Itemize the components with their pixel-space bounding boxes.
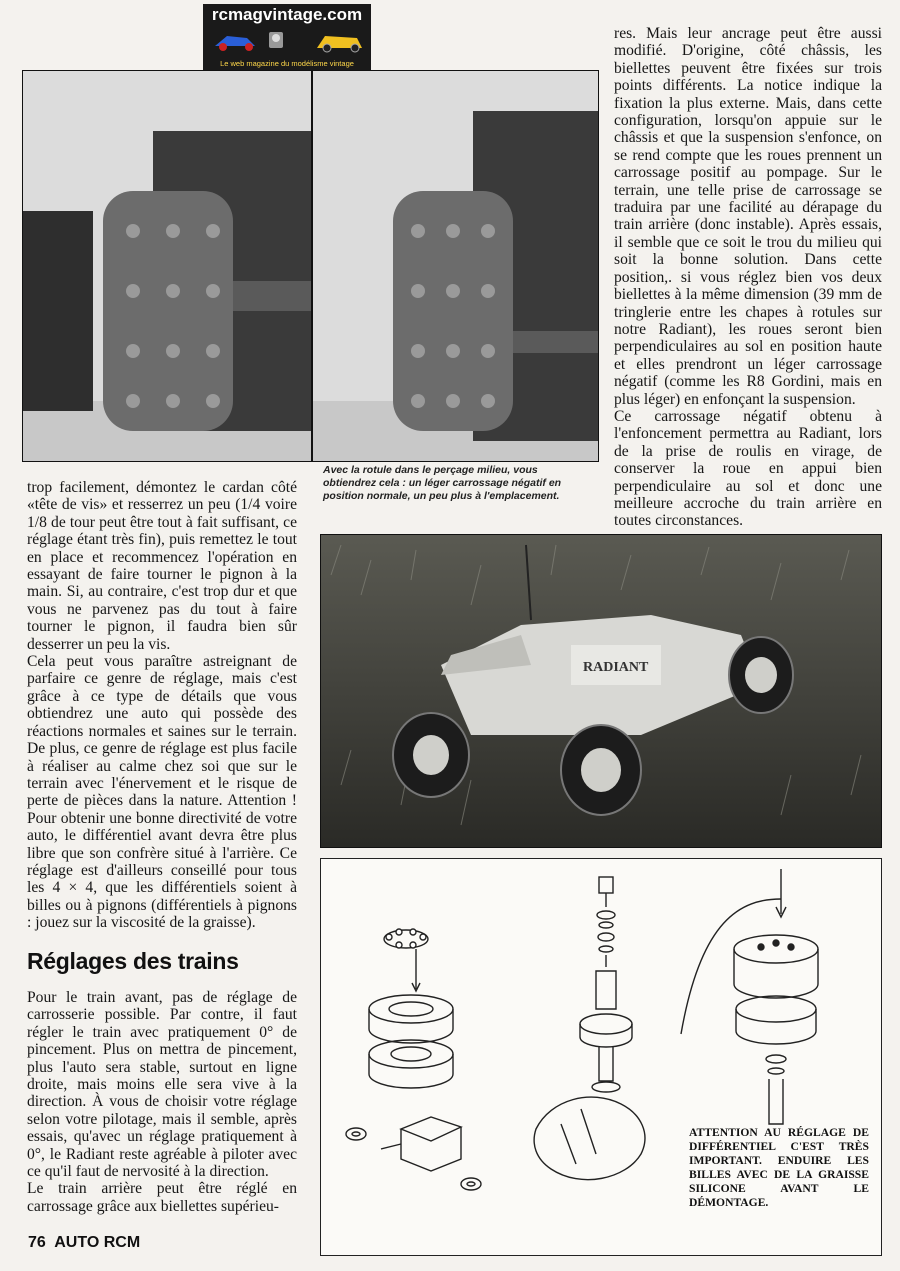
diagram-note: ATTENTION AU RÉGLAGE DE DIFFÉRENTIEL C'EST TRÈS IMPORTANT. ENDUIRE LES BILLES AVEC DE LA GRAISSE SILICONE AVANT LE DÉMONTAGE. xyxy=(689,1126,869,1209)
logo-subtitle: Le web magazine du modélisme vintage xyxy=(220,59,354,68)
page-number: 76 xyxy=(28,1234,46,1251)
car-brand-label: RADIANT xyxy=(583,660,649,675)
paragraph: Le train arrière peut être réglé en carrossage grâce aux biellettes supérieu- xyxy=(27,1180,297,1215)
wheel-photo-right-image xyxy=(313,71,598,461)
paragraph: Cela peut vous paraître astreignant de parfaire ce genre de réglage, mais c'est grâce à ce type de détails que vous obtiendrez une auto qui possède des réactions normales et saines sur le terrain. De plus, ce genre de réglage est plus facile à réaliser au calme chez soi que sur le terrain avec l'énervement et le risque de perte de pièces dans la nature. Attention ! Pour obtenir une bonne directivité de votre auto, le différentiel avant devra être plus libre que son confrère situé à l'arrière. Ce réglage est d'ailleurs conseillé pour tous les 4 × 4, que les différentiels soient à billes ou à pignons (différentiels à pignons : jouez sur la viscosité de la graisse). xyxy=(27,653,297,932)
magazine-name: AUTO RCM xyxy=(54,1234,141,1251)
page-footer xyxy=(28,1234,140,1252)
differential-diagram xyxy=(320,858,882,1256)
photo-wheel-right xyxy=(312,70,599,462)
site-logo xyxy=(203,4,371,70)
left-column-text xyxy=(27,479,297,932)
logo-title: rcmagvintage.com xyxy=(211,5,363,24)
right-column-text xyxy=(614,25,882,530)
car-photo-image xyxy=(321,535,881,847)
left-column-bottom-text xyxy=(27,989,297,1215)
paragraph: trop facilement, démontez le cardan côté «tête de vis» et resserrez un peu (1/4 voire 1/8 de tour peut être tout à fait suffisant, ce réglage étant très fin), puis remettez le tout en place et recommencez l'opération en essayant de faire tourner le pignon à la main. Si, au contraire, c'est trop dur et que vous ne parvenez pas du tout à faire tourner le pignon, il faudra bien sûr desserrer un peu la vis. xyxy=(27,479,297,653)
wheel-photo-left-image xyxy=(23,71,311,461)
photo-car xyxy=(320,534,882,848)
paragraph: res. Mais leur ancrage peut être aussi modifié. D'origine, côté châssis, les biellettes peuvent être fixées sur trois points différents. La notice indique la fixation la plus externe. Mais, dans cette configuration, lorsqu'on appuie sur le châssis et que la suspension s'enfonce, on se rend compte que les roues prennent un carrossage positif au pompage. Sur le terrain, une telle prise de carrossage se traduira par une facilité au dérapage du train arrière (donc instable). Après essais, il semble que ce soit le trou du milieu qui soit la bonne solution. Dans cette position,. si vous réglez bien vos deux biellettes à la même dimension (39 mm de tringlerie entre les chapes à rotules sur notre Radiant), les roues seront bien perpendiculaires au sol en position haute et elles prendront un léger carrossage négatif (comme les R8 Gordini, mais en plus léger) en enfonçant la suspension. xyxy=(614,25,882,408)
photo-wheel-left xyxy=(22,70,312,462)
photo-caption: Avec la rotule dans le perçage milieu, vous obtiendrez cela : un léger carrossage négatif en position normale, un peu plus à l'emplacement. xyxy=(323,464,562,502)
paragraph: Ce carrossage négatif obtenu à l'enfoncement permettra au Radiant, lors de la prise de roulis en virage, de conserver la roue en appui bien perpendiculaire au sol et donc une meilleure accroche du train arrière en toutes circonstances. xyxy=(614,407,882,530)
section-heading: Réglages des trains xyxy=(27,948,239,974)
paragraph: Pour le train avant, pas de réglage de carrosserie possible. Par contre, il faut régler le train avec pratiquement 0° de pincement. Plus on mettra de pincement, plus l'auto sera stable, surtout en ligne droite, mais moins elle sera vive à la direction. À vous de choisir votre réglage selon votre pilotage, mais il semble, après essais, qu'avec un réglage pratiquement à 0°, le Radiant reste agréable à piloter avec ce qu'il faut de nervosité à la direction. xyxy=(27,989,297,1181)
rc-cars-logo-icon xyxy=(207,26,367,54)
